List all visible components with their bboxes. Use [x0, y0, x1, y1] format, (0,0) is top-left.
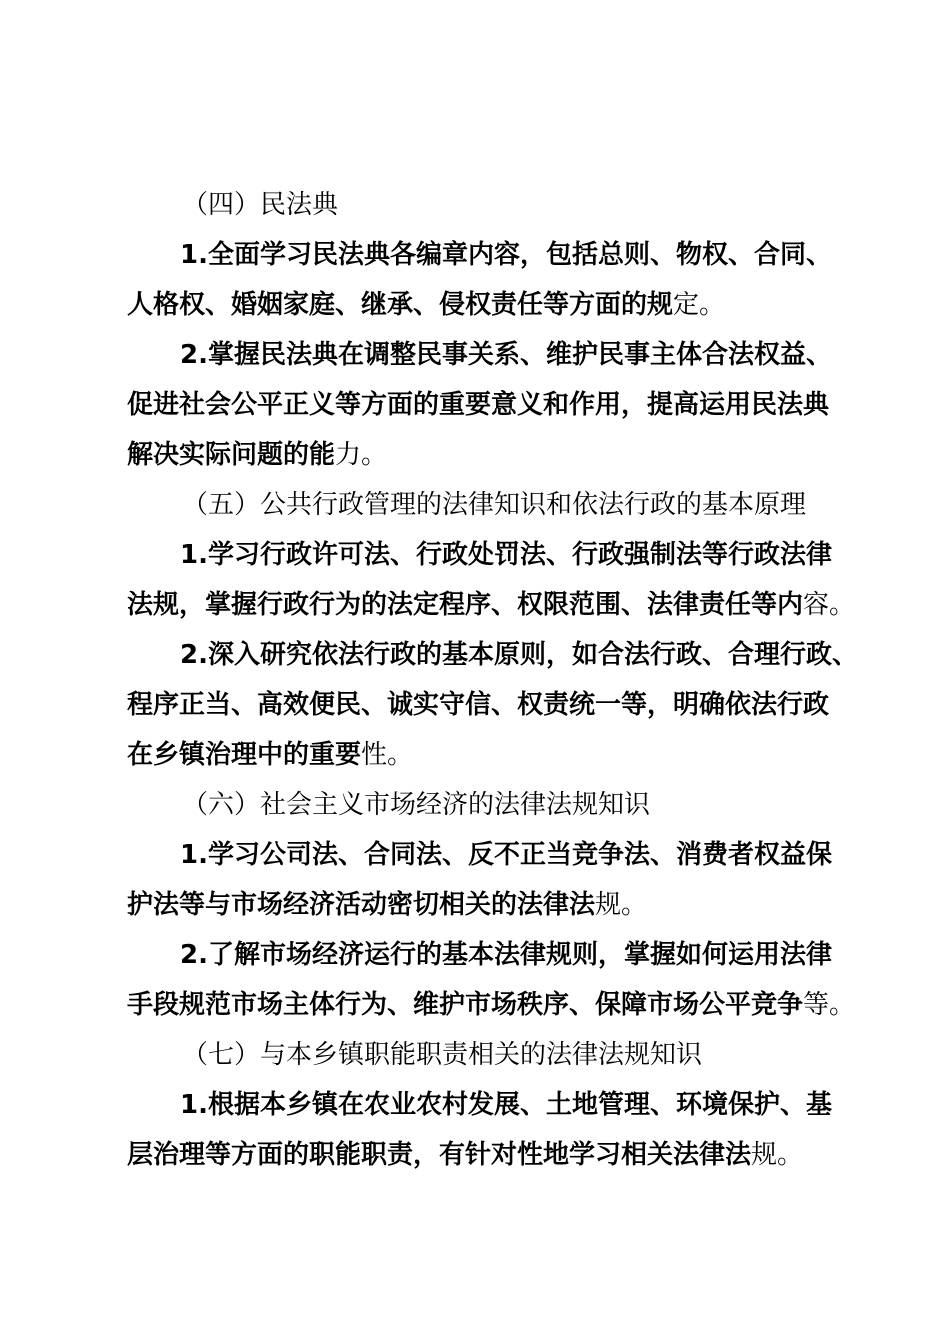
- section-heading-5: （五）公共行政管理的法律知识和依法行政的基本原理: [182, 490, 807, 520]
- text-run: 手段规范市场主体行为、维护市场秩序、保障市场公平竞争: [127, 990, 804, 1020]
- text-run: 规。: [751, 1140, 804, 1170]
- text-run: 规。: [595, 890, 648, 920]
- text-run: 等。: [803, 990, 856, 1020]
- paragraph-line: [0, 1130, 950, 1180]
- paragraph-line: 促进社会公平正义等方面的重要意义和作用，提高运用民法典: [127, 390, 830, 420]
- text-run: 定。: [673, 290, 726, 320]
- text-run: 法规，掌握行政行为的法定程序、权限范围、法律责任等内: [127, 590, 804, 620]
- text-run: 护法等与市场经济活动密切相关的法律法: [127, 890, 596, 920]
- text-run: 力。: [335, 440, 388, 470]
- paragraph-line: 1.全面学习民法典各编章内容，包括总则、物权、合同、: [180, 240, 832, 270]
- paragraph-line: 1.根据本乡镇在农业农村发展、土地管理、环境保护、基: [180, 1090, 832, 1120]
- paragraph-line: [0, 730, 950, 780]
- text-run: 容。: [803, 590, 856, 620]
- paragraph-line: [0, 980, 950, 1030]
- paragraph-line: [0, 280, 950, 330]
- text-run: 解决实际问题的能: [127, 440, 336, 470]
- paragraph-line: 1.学习公司法、合同法、反不正当竞争法、消费者权益保: [180, 840, 832, 870]
- text-run: 性。: [361, 740, 414, 770]
- paragraph-line: [0, 430, 950, 480]
- paragraph-line: 2.掌握民法典在调整民事关系、维护民事主体合法权益、: [180, 340, 832, 370]
- paragraph-line: 2.了解市场经济运行的基本法律规则，掌握如何运用法律: [180, 940, 832, 970]
- text-run: 在乡镇治理中的重要: [127, 740, 362, 770]
- text-run: 人格权、婚姻家庭、继承、侵权责任等方面的规: [127, 290, 674, 320]
- section-heading-6: （六）社会主义市场经济的法律法规知识: [182, 790, 651, 820]
- paragraph-line: [0, 580, 950, 630]
- section-heading-7: （七）与本乡镇职能职责相关的法律法规知识: [182, 1040, 703, 1070]
- paragraph-line: 2.深入研究依法行政的基本原则，如合法行政、合理行政、: [180, 640, 858, 670]
- paragraph-line: 1.学习行政许可法、行政处罚法、行政强制法等行政法律: [180, 540, 832, 570]
- paragraph-line: [0, 880, 950, 930]
- text-run: 层治理等方面的职能职责，有针对性地学习相关法律法: [127, 1140, 752, 1170]
- section-heading-4: （四）民法典: [182, 190, 339, 220]
- paragraph-line: 程序正当、高效便民、诚实守信、权责统一等，明确依法行政: [127, 690, 830, 720]
